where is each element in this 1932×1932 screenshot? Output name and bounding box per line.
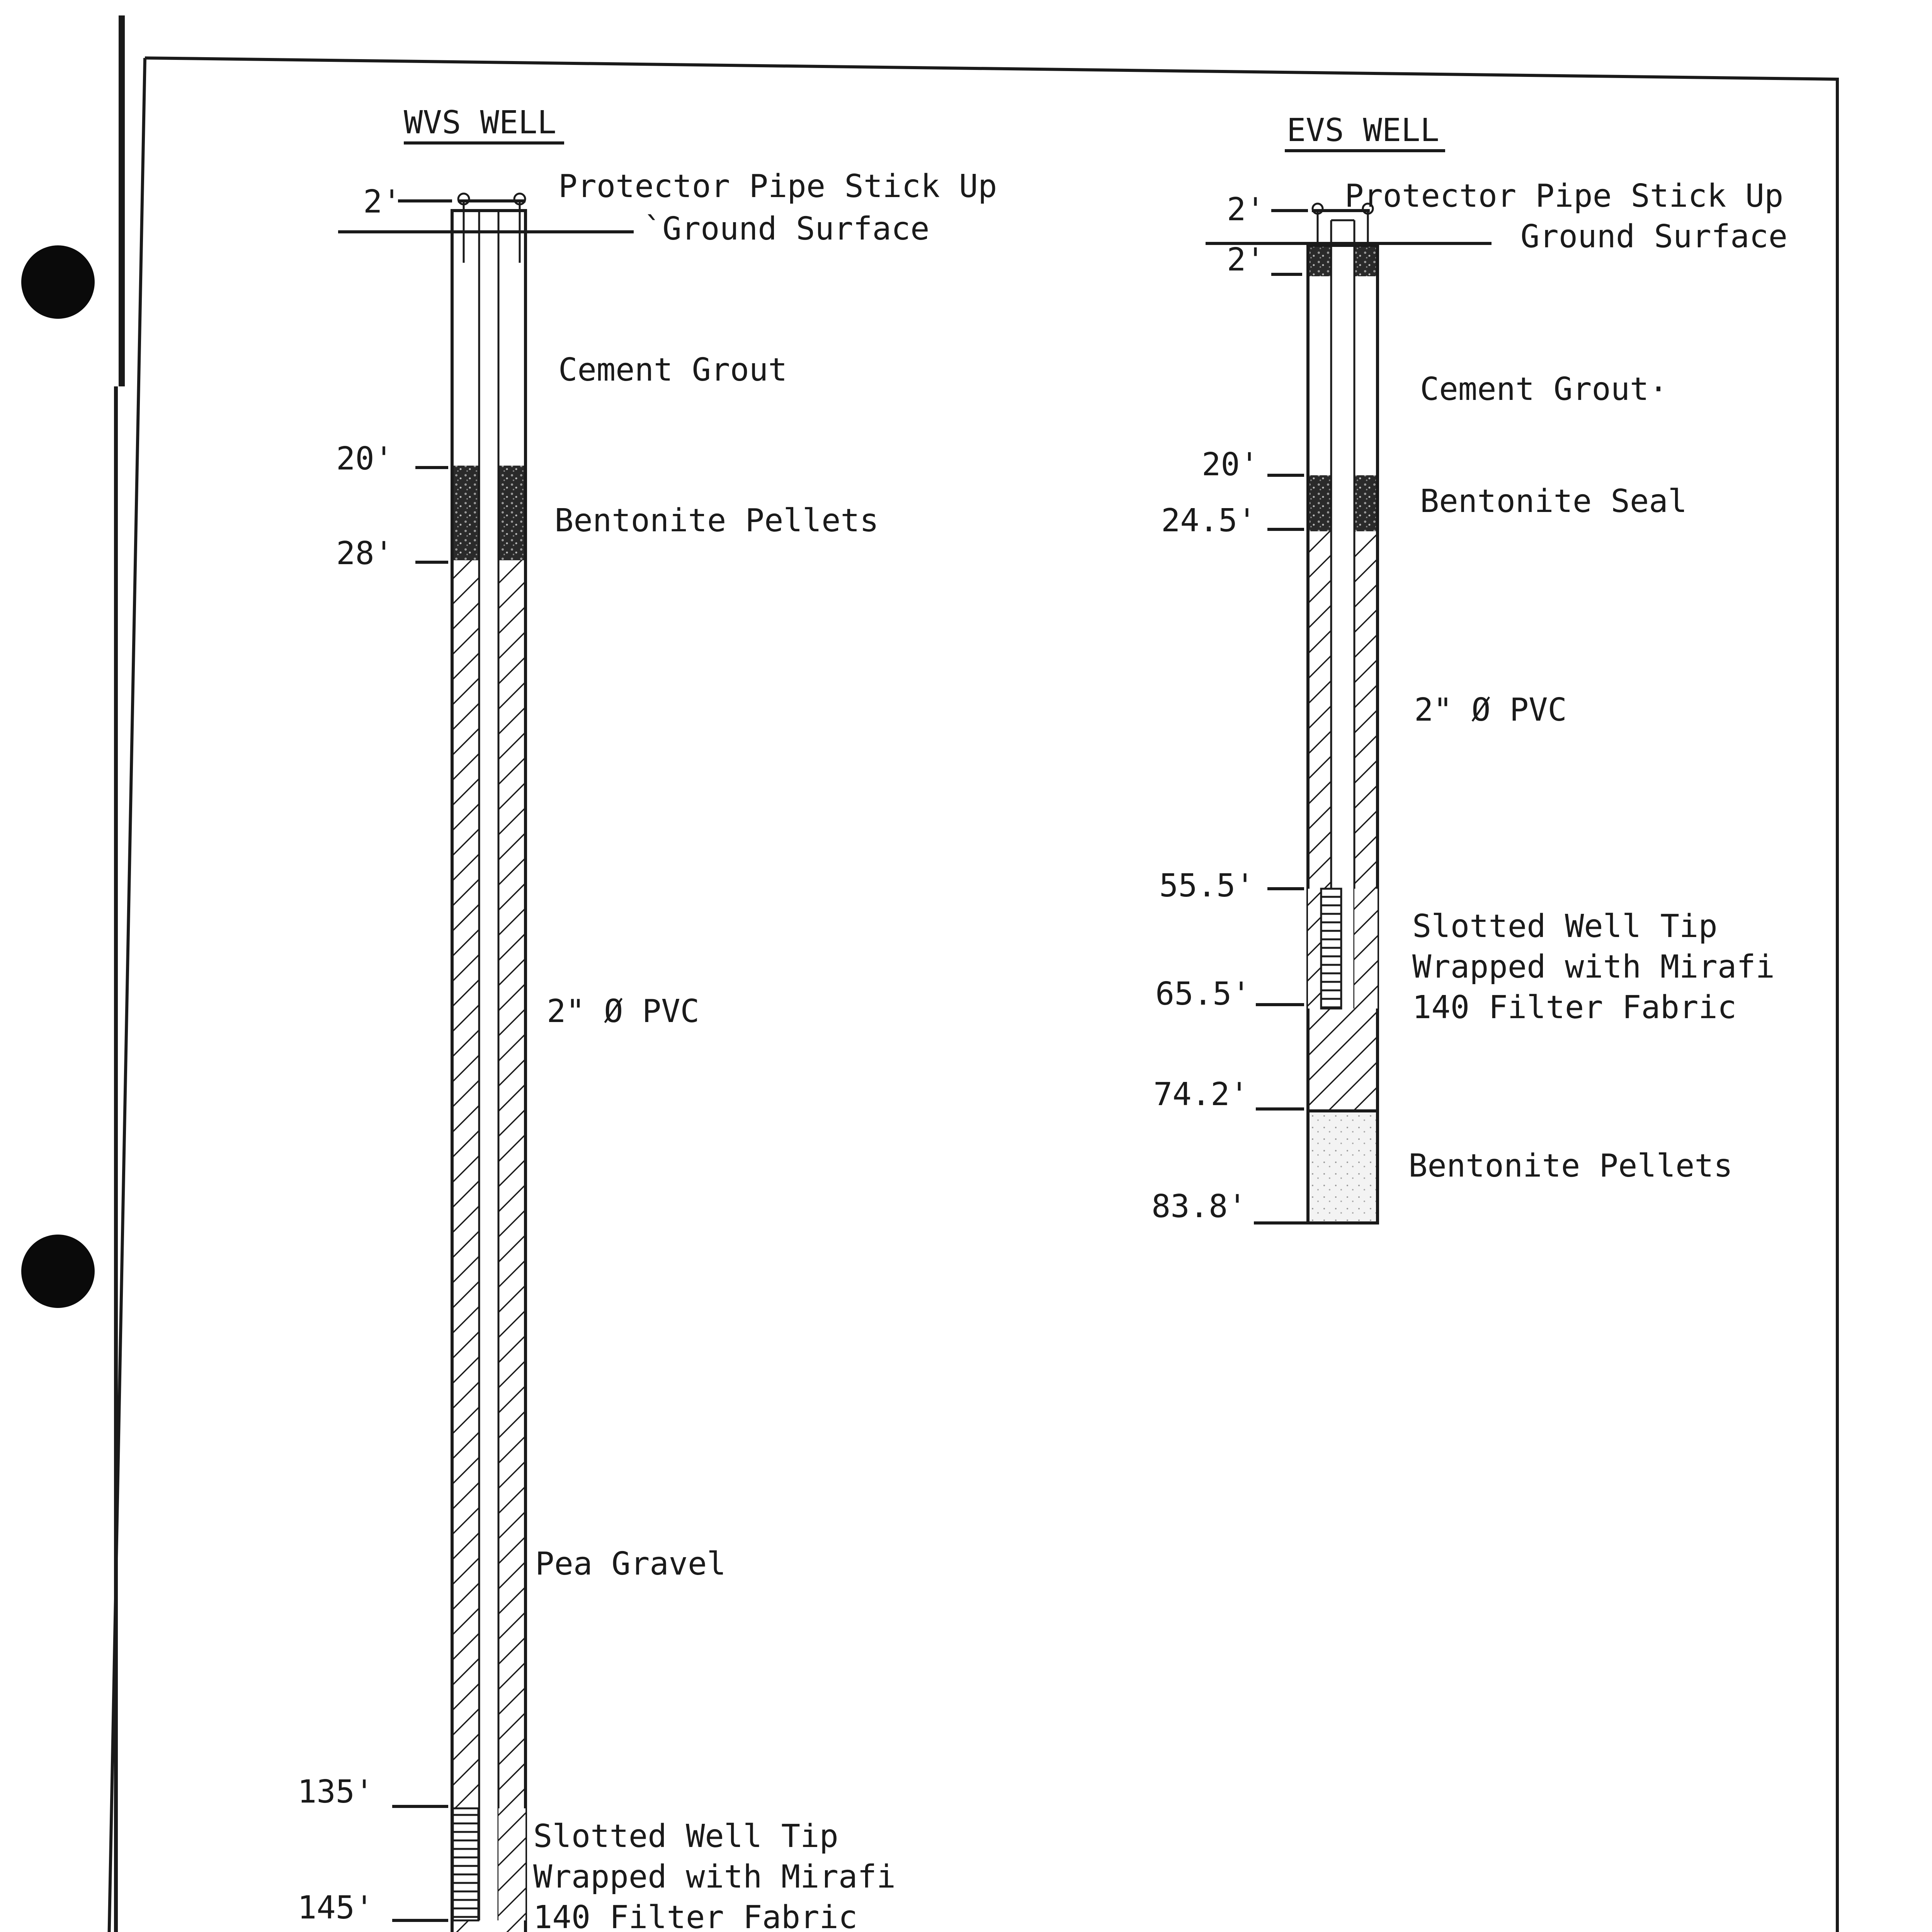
wvs-pea-gravel-right bbox=[498, 560, 526, 1932]
evs-label-slotted-1: Slotted Well Tip bbox=[1412, 908, 1718, 945]
evs-pea-gravel-lower bbox=[1308, 1009, 1378, 1111]
wvs-depth-145: 145' bbox=[298, 1889, 374, 1926]
evs-bentonite-seal-left bbox=[1308, 475, 1331, 531]
wvs-label-slotted-3: 140 Filter Fabric bbox=[533, 1899, 858, 1932]
evs-label-protector: Protector Pipe Stick Up bbox=[1345, 178, 1784, 214]
wvs-label-pvc: 2" Ø PVC bbox=[547, 993, 699, 1030]
evs-slotted-well-tip bbox=[1321, 889, 1341, 1009]
wvs-label-slotted-2: Wrapped with Mirafi bbox=[533, 1859, 896, 1895]
evs-surface-seal-right bbox=[1354, 245, 1378, 276]
evs-title: EVS WELL bbox=[1287, 112, 1439, 149]
wvs-depth-135: 135' bbox=[298, 1774, 374, 1810]
wvs-tip-gravel bbox=[498, 1808, 526, 1920]
evs-label-pellets: Bentonite Pellets bbox=[1408, 1148, 1733, 1184]
evs-depth-24-5: 24.5' bbox=[1161, 502, 1257, 539]
evs-depth-65-5: 65.5' bbox=[1155, 976, 1251, 1012]
wvs-label-ground: `Ground Surface bbox=[643, 211, 930, 247]
evs-well bbox=[1151, 112, 1787, 1225]
wvs-depth-20: 20' bbox=[336, 440, 394, 477]
wvs-label-gravel: Pea Gravel bbox=[535, 1546, 726, 1582]
evs-bentonite-pellets bbox=[1308, 1111, 1378, 1223]
wvs-well bbox=[253, 104, 997, 1932]
evs-label-ground: Ground Surface bbox=[1520, 218, 1788, 255]
binder-hole-middle bbox=[21, 1235, 95, 1308]
evs-depth-stickup: 2' bbox=[1227, 191, 1265, 228]
evs-label-grout: Cement Grout· bbox=[1420, 371, 1668, 408]
wvs-title: WVS WELL bbox=[404, 104, 556, 141]
wvs-label-protector: Protector Pipe Stick Up bbox=[558, 168, 997, 205]
evs-tip-gravel bbox=[1354, 889, 1378, 1009]
evs-label-slotted-3: 140 Filter Fabric bbox=[1412, 989, 1737, 1026]
evs-depth-ground-seal: 2' bbox=[1227, 242, 1265, 278]
evs-depth-55-5: 55.5' bbox=[1159, 867, 1255, 904]
evs-surface-seal-left bbox=[1308, 245, 1331, 276]
wvs-depth-stickup: 2' bbox=[363, 184, 401, 220]
binder-hole-top bbox=[21, 245, 95, 319]
evs-depth-83-8: 83.8' bbox=[1151, 1188, 1247, 1225]
evs-depth-74-2: 74.2' bbox=[1153, 1076, 1249, 1113]
wvs-slotted-well-tip bbox=[453, 1808, 478, 1920]
evs-pea-gravel-right bbox=[1354, 531, 1378, 951]
wvs-bentonite-pellets-left bbox=[452, 466, 479, 560]
evs-label-seal: Bentonite Seal bbox=[1420, 483, 1687, 520]
evs-bentonite-seal-right bbox=[1354, 475, 1378, 531]
wvs-label-slotted-1: Slotted Well Tip bbox=[533, 1818, 838, 1855]
wvs-depth-28: 28' bbox=[336, 535, 394, 572]
wvs-pea-gravel-left bbox=[452, 560, 479, 1932]
wvs-bentonite-pellets-right bbox=[498, 466, 526, 560]
evs-pea-gravel-left bbox=[1308, 531, 1331, 951]
evs-label-slotted-2: Wrapped with Mirafi bbox=[1412, 949, 1775, 985]
wvs-label-grout: Cement Grout bbox=[558, 352, 787, 388]
evs-label-pvc: 2" Ø PVC bbox=[1414, 692, 1567, 728]
evs-depth-20: 20' bbox=[1202, 446, 1259, 483]
wvs-label-bentonite: Bentonite Pellets bbox=[554, 502, 879, 539]
